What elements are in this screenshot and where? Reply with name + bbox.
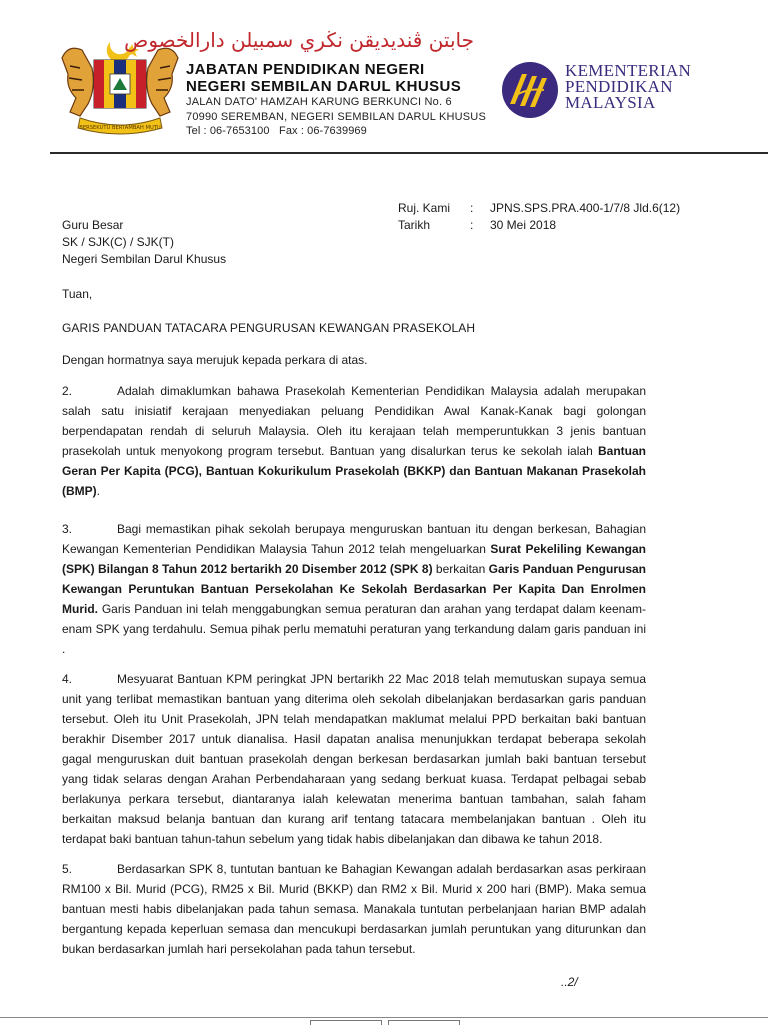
paragraph-text: Adalah dimaklumkan bahawa Prasekolah Kementerian Pendidikan Malaysia adalah merupakan salah satu inisiatif kerajaan menyediakan peluang Pendidikan Awal Kanak-Kanak bagi golongan berpendapatan rendah di seluruh Malaysia. Oleh itu kerajaan telah memperuntukkan 3 jenis bantuan prasekolah untuk menyokong program tersebut. Bantuan yang disalurkan terus ke sekolah ialah — [62, 384, 646, 458]
paragraph-5 — [62, 859, 646, 959]
bottom-tab — [388, 1020, 460, 1025]
paragraph-number: 2. — [62, 384, 73, 398]
paragraph-number: 4. — [62, 672, 73, 686]
ministry-logo-icon — [500, 60, 560, 120]
reference-label: Ruj. Kami — [398, 201, 451, 215]
department-name-line2: NEGERI SEMBILAN DARUL KHUSUS — [186, 78, 462, 95]
intro-sentence: Dengan hormatnya saya merujuk kepada perkara di atas. — [62, 353, 368, 367]
ministry-line1: KEMENTERIAN — [565, 61, 692, 80]
department-name-line1: JABATAN PENDIDIKAN NEGERI — [186, 61, 425, 78]
jawi-heading: جابتن ڤنديديقن نڬري سمبيلن دارالخصوص — [124, 28, 474, 52]
paragraph-text: berkaitan — [432, 562, 489, 576]
paragraph-bold-text: Garis Panduan Pengurusan Kewangan Peruntukan Bantuan Persekolahan Ke Sekolah Berdasarkan Per Kapita Dan Enrolmen Murid. — [62, 562, 646, 616]
ministry-name — [565, 63, 691, 111]
paragraph-text: Garis Panduan ini telah menggabungkan semua peraturan dan arahan yang terdapat dalam keenam-enam SPK yang terdahulu. Semua pihak perlu mematuhi peraturan yang terkandung dalam garis panduan ini . — [62, 602, 646, 656]
recipient-block — [62, 217, 226, 268]
letter-subject: GARIS PANDUAN TATACARA PENGURUSAN KEWANGAN PRASEKOLAH — [62, 321, 476, 335]
paragraph-text: Bagi memastikan pihak sekolah berupaya menguruskan bantuan itu dengan berkesan, Bahagian Kewangan Kementerian Pendidikan Malaysia Tahun 2012 telah mengeluarkan — [62, 522, 646, 556]
page-bottom-edge — [0, 1017, 768, 1018]
paragraph-4 — [62, 669, 646, 849]
date-colon: : — [470, 218, 474, 232]
salutation: Tuan, — [62, 287, 93, 301]
paragraph-bold-text: Surat Pekeliling Kewangan (SPK) Bilangan 8 Tahun 2012 bertarikh 20 Disember 2012 (SPK 8) — [62, 542, 646, 576]
paragraph-bold-text: Bantuan Geran Per Kapita (PCG), Bantuan Kokurikulum Prasekolah (BKKP) dan Bantuan Makanan Prasekolah (BMP) — [62, 444, 646, 498]
phone-fax-line: Tel : 06-7653100 Fax : 06-7639969 — [186, 125, 367, 137]
address-line1: JALAN DATO' HAMZAH KARUNG BERKUNCI No. 6 — [186, 96, 452, 108]
reference-number: JPNS.SPS.PRA.400-1/7/8 Jld.6(12) — [490, 201, 681, 215]
ministry-line3: MALAYSIA — [565, 93, 656, 112]
page-continuation-marker: ..2/ — [561, 975, 578, 989]
paragraph-number: 3. — [62, 522, 73, 536]
paragraph-text: Berdasarkan SPK 8, tuntutan bantuan ke Bahagian Kewangan adalah berdasarkan asas perkiraan RM100 x Bil. Murid (PCG), RM25 x Bil. Murid (BKKP) dan RM2 x Bil. Murid x 200 hari (BMP). Maka semua bantuan mesti habis dibelanjakan pada tahun semasa. Manakala tuntutan perbelanjaan harian BMP adalah bergantung kepada keperluan semasa dan mencukupi berdasarkan jumlah peruntukan yang diturunkan dan bukan berdasarkan jumlah hari persekolahan pada tahun tersebut. — [62, 862, 646, 956]
state-crest-logo — [58, 38, 182, 138]
paragraph-text: Mesyuarat Bantuan KPM peringkat JPN bertarikh 22 Mac 2018 telah memutuskan supaya semua unit yang terlibat memastikan bantuan yang diterima oleh sekolah dibelanjakan berdasarkan garis panduan tersebut. Oleh itu Unit Prasekolah, JPN telah mendapatkan maklumat melalui PPD berkaitan baki bantuan berakhir Disember 2017 untuk dianalisa. Hasil dapatan analisa menunjukkan terdapat beberapa sekolah gagal menguruskan duit bantuan prasekolah dengan berkesan berdasarkan jumlah baki bantuan tersebut yang tidak selaras dengan Arahan Perbendaharaan yang sedang berkuat kuasa. Terdapat pelbagai sebab berlakunya perkara tersebut, diantaranya ialah kelewatan menerima bantuan tambahan, salah faham berkaitan maksud belanja bantuan dan kurang arif tentang tatacara membelanjakan bantuan . Oleh itu terdapat baki bantuan tahun-tahun sebelum yang tidak habis dibelanjakan dan dibawa ke tahun 2018. — [62, 672, 646, 846]
paragraph-text: . — [96, 484, 101, 498]
recipient-line2: SK / SJK(C) / SJK(T) — [62, 235, 175, 249]
paragraph-2 — [62, 381, 646, 501]
bottom-tab — [310, 1020, 382, 1025]
recipient-line3: Negeri Sembilan Darul Khusus — [62, 252, 227, 266]
paragraph-number: 5. — [62, 862, 73, 876]
letterhead-divider — [50, 152, 768, 154]
date-label: Tarikh — [398, 218, 431, 232]
ministry-line2: PENDIDIKAN — [565, 77, 673, 96]
crest-motto: BERSEKUTU BERTAMBAH MUTU — [79, 125, 161, 131]
paragraph-3 — [62, 519, 646, 659]
reference-colon: : — [470, 201, 474, 215]
recipient-line1: Guru Besar — [62, 218, 124, 232]
date-value: 30 Mei 2018 — [490, 218, 557, 232]
address-line2: 70990 SEREMBAN, NEGERI SEMBILAN DARUL KHUSUS — [186, 111, 486, 123]
